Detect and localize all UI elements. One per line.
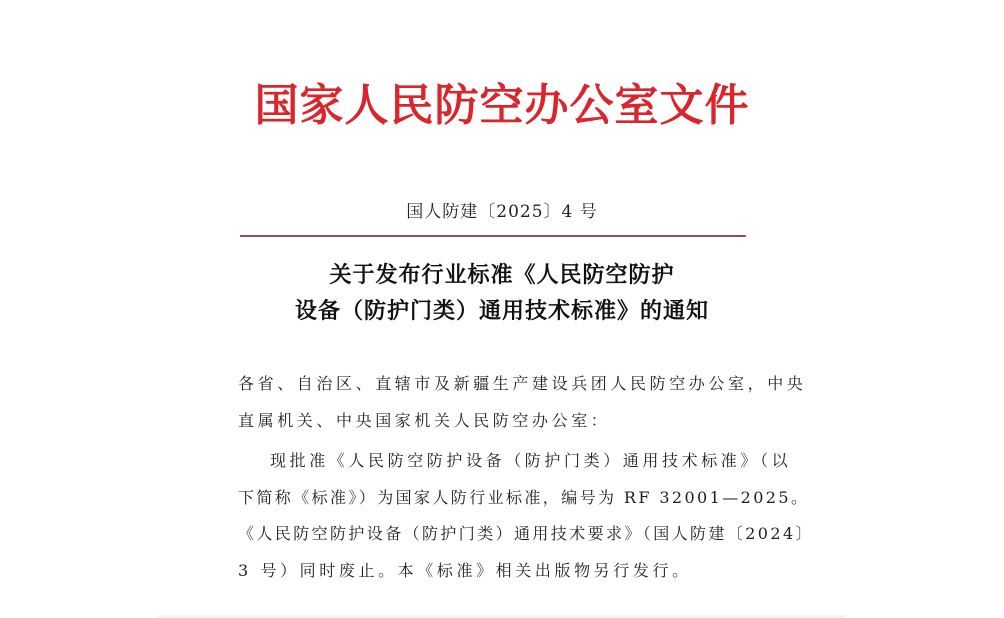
body-line-1: 现批准《人民防空防护设备（防护门类）通用技术标准》（以 xyxy=(270,451,792,470)
notice-title xyxy=(0,258,1004,330)
body-paragraph xyxy=(238,443,814,589)
salutation-line-2: 直属机关、中央国家机关人民防空办公室： xyxy=(238,410,611,430)
body-line-3: 《人民防空防护设备（防护门类）通用技术要求》（国人防建〔2024〕 xyxy=(238,524,814,543)
document-number: 国人防建〔2025〕4 号 xyxy=(406,202,598,222)
salutation-line-1: 各省、自治区、直辖市及新疆生产建设兵团人民防空办公室，中央 xyxy=(238,374,807,393)
document-body xyxy=(238,366,814,589)
salutation xyxy=(238,366,807,439)
header-separator-line xyxy=(240,235,746,237)
notice-title-line-2: 设备（防护门类）通用技术标准》的通知 xyxy=(294,299,709,324)
body-line-4: 3 号）同时废止。本《标准》相关出版物另行发行。 xyxy=(238,560,692,580)
notice-title-line-1: 关于发布行业标准《人民防空防护 xyxy=(329,263,675,288)
body-line-2: 下简称《标准》）为国家人防行业标准，编号为 RF 32001—2025。 xyxy=(238,487,810,507)
issuer-header: 国家人民防空办公室文件 xyxy=(254,80,750,131)
